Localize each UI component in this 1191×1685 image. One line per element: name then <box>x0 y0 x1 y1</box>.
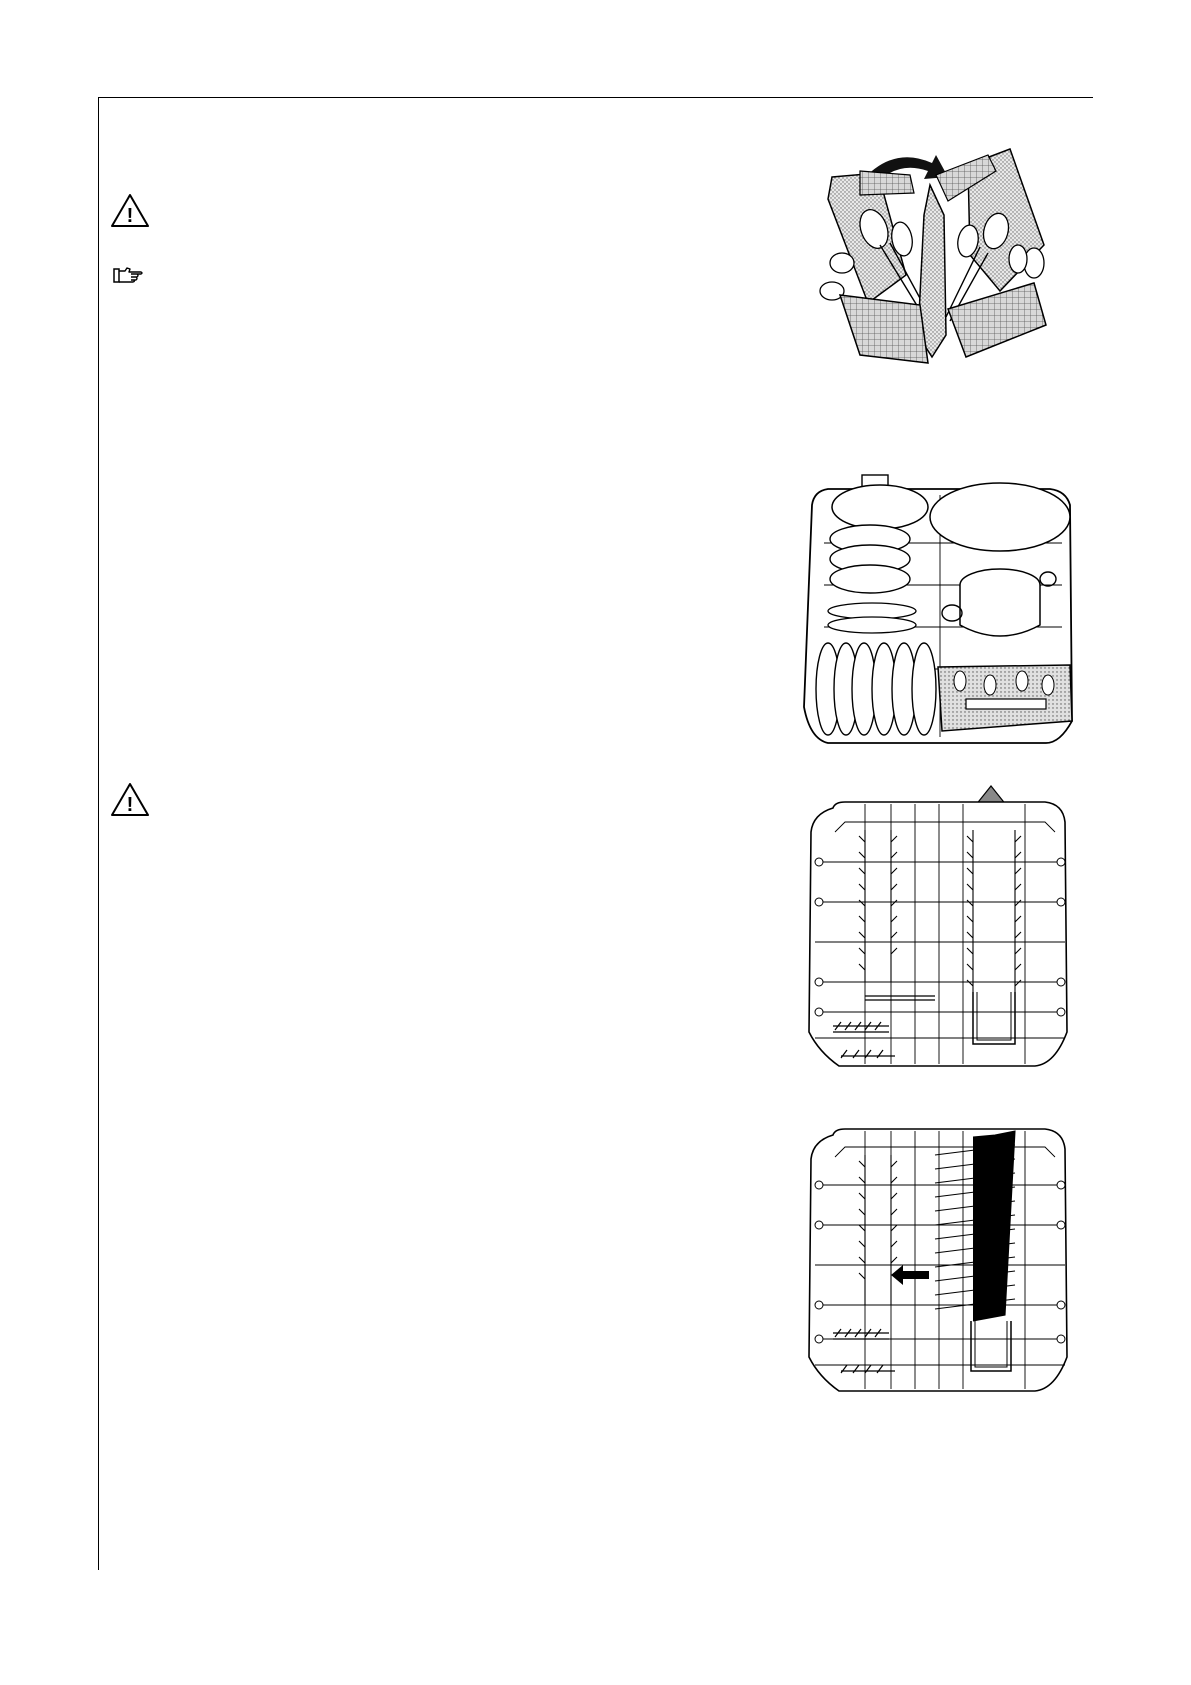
warning-triangle-icon <box>110 193 150 229</box>
lower-basket-rack-folded-illustration <box>805 1125 1075 1395</box>
svg-text:!: ! <box>126 794 134 816</box>
cutlery-basket-folding-illustration <box>820 135 1060 365</box>
lower-basket-rack-raised-illustration <box>805 782 1075 1072</box>
pointing-hand-icon <box>113 266 143 284</box>
lower-basket-loaded-illustration <box>800 475 1080 750</box>
svg-text:!: ! <box>126 205 134 227</box>
page-frame-top-rule <box>98 97 1093 98</box>
warning-triangle-icon <box>110 782 150 818</box>
page-frame-left-rule <box>98 97 99 1570</box>
